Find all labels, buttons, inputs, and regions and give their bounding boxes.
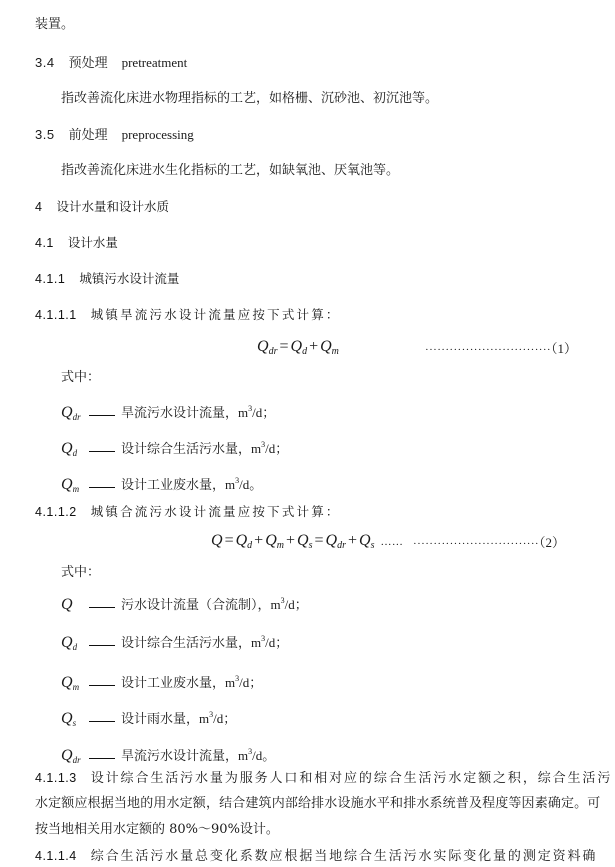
equation-number: （1） (550, 341, 577, 356)
def-text: 设计工业废水量， (121, 478, 226, 493)
def-symbol: $Q_{dr}$ (61, 747, 81, 765)
eq-symbol: Q (235, 532, 248, 549)
eq-symbol: Q (297, 532, 309, 549)
section-3-4-heading (35, 55, 187, 72)
definition-item (61, 671, 262, 695)
where-label-2: 式中： (61, 565, 101, 580)
section-4-1-heading (35, 235, 118, 251)
definition-item (61, 631, 288, 655)
clause-text: 综合生活污水量总变化系数应根据当地综合生活污水实际变化量的测定资料确 (90, 849, 598, 864)
equation-1-number (425, 341, 577, 358)
equation-2 (211, 533, 403, 554)
definition-item (61, 707, 236, 731)
def-symbol: $Q_d$ (61, 440, 78, 458)
em-dash (89, 685, 115, 686)
eq-symbol: Q (211, 532, 223, 549)
def-text: 污水设计流量（合流制）， (121, 598, 271, 613)
def-unit: $m^3/d$； (251, 440, 289, 456)
section-4-heading (35, 199, 169, 215)
clause-text: 设计综合生活污水量为服务人口和相对应的综合生活污水定额之积，综合生活污 (90, 771, 613, 786)
section-number: 3.5 (35, 127, 55, 142)
section-number: 3.4 (35, 55, 55, 70)
eq-symbol: Q (265, 532, 277, 549)
em-dash (89, 721, 115, 722)
eq-subscript: dr (268, 346, 278, 357)
section-3-4-body: 指改善流化床进水物理指标的工艺，如格栅、沉砂池、初沉池等。 (61, 91, 439, 106)
clause-4-1-1-4-line-1 (35, 848, 597, 865)
section-title: 城镇污水设计流量 (79, 271, 180, 286)
clause-text: 城镇合流污水设计流量应按下式计算： (90, 504, 341, 519)
section-title: 设计水量 (67, 235, 118, 250)
definition-item (61, 744, 275, 768)
section-title-en: preprocessing (121, 127, 194, 142)
clause-number: 4.1.1.3 (35, 771, 77, 785)
def-unit: $m^3/d$； (238, 404, 276, 420)
def-unit: $m^3/d$； (251, 634, 289, 650)
eq-trailing-dots: …… (380, 536, 404, 548)
eq-symbol: Q (325, 532, 338, 549)
em-dash (89, 607, 115, 608)
def-symbol: $Q_m$ (61, 674, 80, 692)
section-number: 4.1.1 (35, 272, 66, 286)
where-label-1: 式中： (61, 370, 101, 385)
def-text: 旱流污水设计流量， (121, 406, 239, 421)
clause-4-1-1-2 (35, 504, 341, 520)
clause-4-1-1-3-line-2: 水定额应根据当地的用水定额，结合建筑内部给排水设施水平和排水系统普及程度等因素确定。可 (35, 796, 601, 811)
def-symbol: $Q_m$ (61, 476, 80, 494)
eq-subscript: d (247, 540, 253, 551)
equation-1-formula: $Q_{dr} = Q_d + Q_m$ (257, 338, 339, 357)
em-dash (89, 415, 115, 416)
clause-4-1-1-1 (35, 307, 341, 323)
em-dash (89, 487, 115, 488)
def-text: 设计综合生活污水量， (121, 636, 252, 651)
def-unit: $m^3/d$； (270, 596, 308, 612)
eq-symbol: Q (257, 338, 269, 355)
eq-subscript: m (276, 540, 284, 551)
eq-symbol: Q (359, 532, 371, 549)
def-symbol: $Q_{dr}$ (61, 404, 81, 422)
equation-1 (257, 339, 339, 360)
em-dash (89, 645, 115, 646)
section-title: 前处理 (68, 128, 108, 143)
definition-item (61, 593, 308, 617)
def-unit: $m^3/d$； (199, 710, 237, 726)
eq-subscript: d (302, 346, 308, 357)
section-3-5-heading (35, 127, 194, 144)
eq-subscript: m (331, 346, 339, 357)
def-text: 设计综合生活污水量， (121, 442, 252, 457)
equation-2-formula: $Q = Q_d + Q_m + Q_s = Q_{dr} + Q_s$ (211, 532, 375, 551)
def-symbol: Q (61, 596, 73, 613)
clause-number: 4.1.1.4 (35, 849, 77, 863)
em-dash (89, 451, 115, 452)
eq-subscript: s (370, 540, 375, 551)
def-text: 设计雨水量， (121, 712, 200, 727)
section-4-1-1-heading (35, 271, 179, 287)
section-number: 4 (35, 200, 43, 214)
def-text: 设计工业废水量， (121, 676, 226, 691)
clause-number: 4.1.1.1 (35, 308, 77, 322)
eq-symbol: Q (290, 338, 303, 355)
def-unit: $m^3/d$。 (238, 747, 276, 763)
clause-4-1-1-3-line-1 (35, 770, 612, 787)
section-3-5-body: 指改善流化床进水生化指标的工艺，如缺氧池、厌氧池等。 (61, 163, 400, 178)
definition-item (61, 437, 288, 461)
em-dash (89, 758, 115, 759)
clause-number: 4.1.1.2 (35, 505, 77, 519)
eq-subscript: s (308, 540, 313, 551)
leader-dots: ······························· (425, 344, 551, 356)
def-text: 旱流污水设计流量， (121, 749, 239, 764)
section-number: 4.1 (35, 236, 54, 250)
clause-text: 城镇旱流污水设计流量应按下式计算： (90, 307, 341, 322)
leader-dots: ······························· (413, 538, 539, 550)
eq-subscript: dr (337, 540, 346, 551)
equation-number: （2） (538, 535, 565, 550)
equation-2-number (413, 535, 565, 552)
eq-symbol: Q (320, 338, 332, 355)
definition-item (61, 473, 262, 497)
def-symbol: $Q_s$ (61, 710, 77, 728)
def-unit: $m^3/d$。 (225, 476, 263, 492)
section-title: 预处理 (68, 56, 108, 71)
definition-item (61, 401, 275, 425)
section-title-en: pretreatment (121, 55, 188, 70)
clause-4-1-1-3-line-3: 按当地相关用水定额的 80%～90%设计。 (35, 822, 279, 837)
intro-tail-text: 装置。 (35, 17, 75, 32)
section-title: 设计水量和设计水质 (56, 199, 169, 214)
def-symbol: $Q_d$ (61, 634, 78, 652)
def-unit: $m^3/d$； (225, 674, 263, 690)
